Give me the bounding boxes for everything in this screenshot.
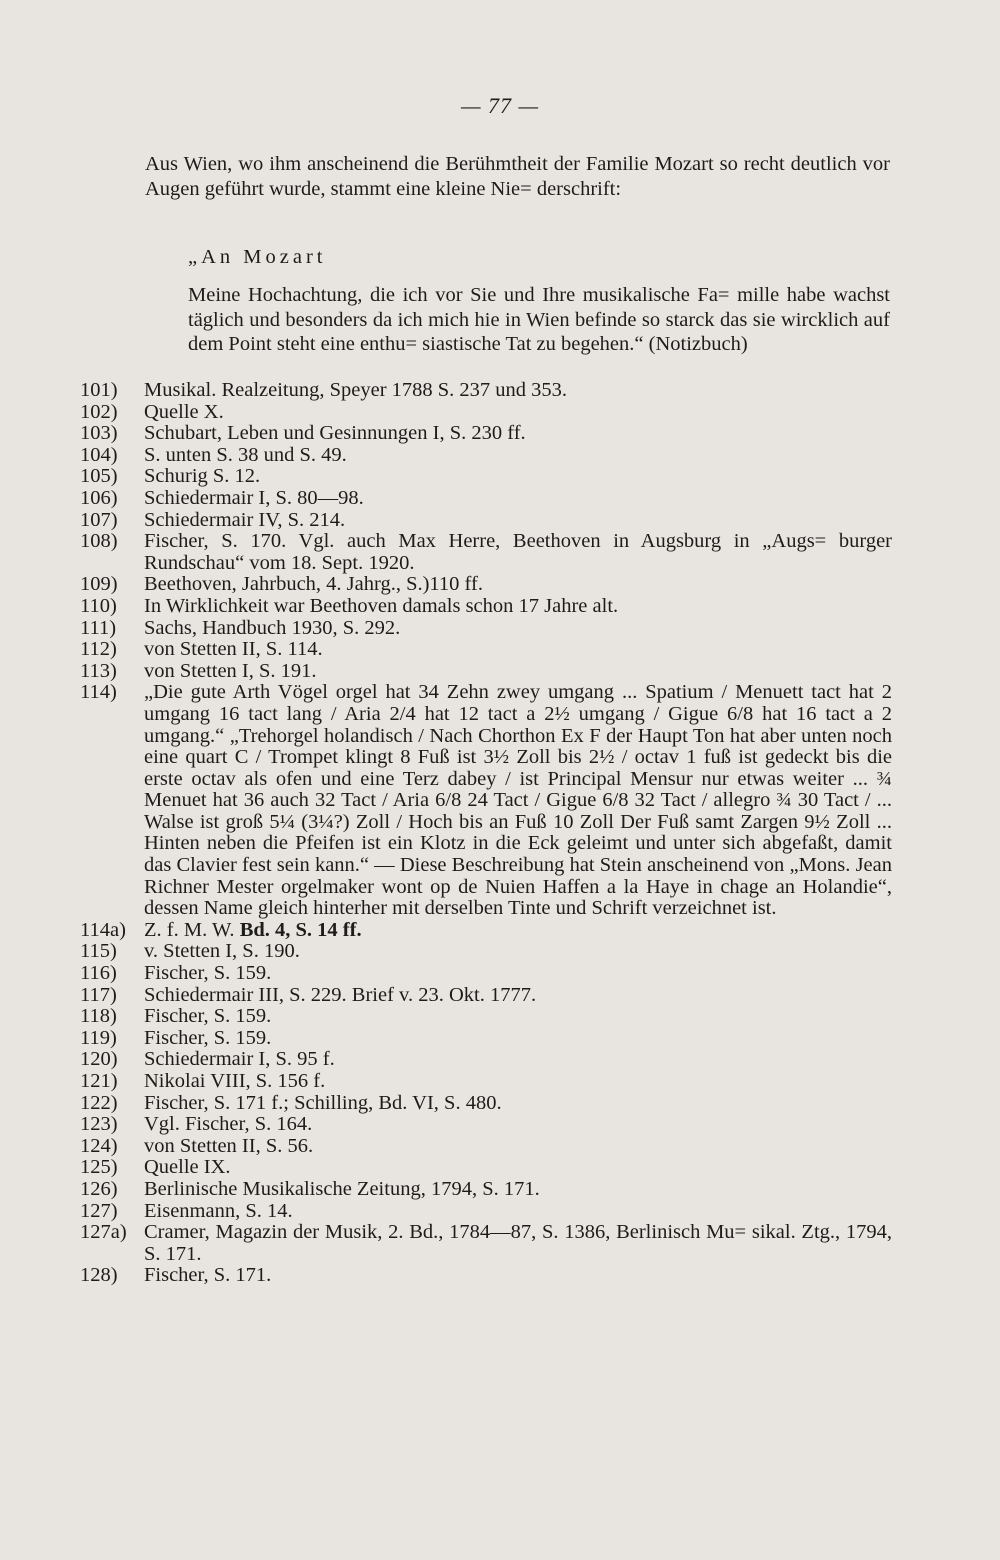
footnote bbox=[80, 466, 892, 488]
footnote-text bbox=[144, 510, 892, 532]
footnote-text bbox=[144, 402, 892, 424]
footnote-text-body: Berlinische Musikalische Zeitung, 1794, S. 171. bbox=[144, 1177, 540, 1200]
footnote bbox=[80, 618, 892, 640]
footnote-text bbox=[144, 1265, 892, 1287]
footnote-text-body: Schiedermair III, S. 229. Brief v. 23. Okt. 1777. bbox=[144, 983, 537, 1006]
footnote-text bbox=[144, 531, 892, 574]
footnote-text-body: Eisenmann, S. 14. bbox=[144, 1199, 293, 1222]
footnote-number: 127) bbox=[80, 1199, 118, 1222]
footnote bbox=[80, 1222, 892, 1265]
footnote-number: 128) bbox=[80, 1264, 118, 1287]
footnote-number: 113) bbox=[80, 659, 117, 682]
footnote-text-body: Schubart, Leben und Gesinnungen I, S. 230 ff. bbox=[144, 422, 526, 445]
footnote bbox=[80, 1265, 892, 1287]
footnote-text-body: Fischer, S. 159. bbox=[144, 1005, 272, 1028]
footnote bbox=[80, 682, 892, 920]
footnote-number: 117) bbox=[80, 983, 117, 1006]
footnote bbox=[80, 985, 892, 1007]
footnote-number: 118) bbox=[80, 1005, 117, 1028]
footnote-number: 111) bbox=[80, 616, 117, 639]
footnote-number: 114) bbox=[80, 681, 117, 704]
footnote bbox=[80, 445, 892, 467]
intro-paragraph: Aus Wien, wo ihm anscheinend die Berühmtheit der Familie Mozart so recht deutlich vor Augen geführt wurde, stammt eine kleine Nie= derschrift: bbox=[145, 153, 890, 200]
footnote-text-body: Vgl. Fischer, S. 164. bbox=[144, 1113, 313, 1136]
footnote bbox=[80, 1006, 892, 1028]
footnote-text-body: S. unten S. 38 und S. 49. bbox=[144, 443, 347, 466]
footnote-text-body: Schiedermair I, S. 95 f. bbox=[144, 1048, 335, 1071]
footnote-text-body: Fischer, S. 171. bbox=[144, 1264, 272, 1287]
footnote bbox=[80, 1114, 892, 1136]
footnote-text bbox=[144, 1201, 892, 1223]
footnote-text-body: Fischer, S. 171 f.; Schilling, Bd. VI, S. 480. bbox=[144, 1091, 502, 1114]
footnote-number: 119) bbox=[80, 1026, 117, 1049]
footnote-text bbox=[144, 380, 892, 402]
footnote-number: 123) bbox=[80, 1113, 118, 1136]
footnote-number: 114a) bbox=[80, 918, 126, 941]
footnote-text-body: Fischer, S. 159. bbox=[144, 962, 272, 985]
footnote-number: 101) bbox=[80, 379, 118, 401]
footnote bbox=[80, 531, 892, 574]
footnote-text bbox=[144, 1028, 892, 1050]
footnote-text bbox=[144, 682, 892, 920]
quote-title: „An Mozart bbox=[188, 246, 327, 268]
footnote-text bbox=[144, 423, 892, 445]
footnote-text bbox=[144, 1093, 892, 1115]
footnote-text-body: Fischer, S. 170. Vgl. auch Max Herre, Beethoven in Augsburg in „Augs= burger Rundschau“ vom 18. Sept. 1920. bbox=[144, 530, 892, 574]
footnote bbox=[80, 1157, 892, 1179]
footnote-text-body: Musikal. Realzeitung, Speyer 1788 S. 237 und 353. bbox=[144, 379, 568, 401]
footnote-number: 102) bbox=[80, 400, 118, 423]
footnote-number: 115) bbox=[80, 940, 117, 963]
footnote-number: 120) bbox=[80, 1048, 118, 1071]
footnote-text-body: Fischer, S. 159. bbox=[144, 1026, 272, 1049]
footnote bbox=[80, 1201, 892, 1223]
footnote bbox=[80, 423, 892, 445]
footnote-number: 112) bbox=[80, 638, 117, 661]
footnote-text-body: „Die gute Arth Vögel orgel hat 34 Zehn zwey umgang ... Spatium / Menuett tact hat 2 umgang 16 tact lang / Aria 2/4 hat 12 tact a 2½ umgang / Gigue 6/8 hat 16 tact a 2 umgang.“ „Trehorgel holandisch / Nach Chorthon Ex F der Haupt Ton hat aber unten noch eine quart C / Trompet klingt 8 Fuß ist 3½ Zoll bis 2½ / octav 1 fuß ist gedeckt bis die erste octav als ofen und eine Terz dabey / ist Principal Mensur nur etwas weiter ... ¾ Menuet hat 36 auch 32 Tact / Aria 6/8 24 Tact / Gigue 6/8 32 Tact / allegro ¾ 30 Tact / ... Walse ist groß 5¼ (3¼?) Zoll / Hoch bis an Fuß 10 Zoll Der Fuß samt Zargen 9½ Zoll ... Hinten neben die Pfeifen ist ein Klotz in die Eck geleimt und unter sich abgefaßt, damit das Clavier fest sein kann.“ — Diese Beschreibung hat Stein anscheinend von „Mons. Jean Richner Mester orgelmaker wont op de Nuien Haffen a la Haye in chage an Holandie“, dessen Name gleich hinterher mit derselben Tinte und Schrift verzeichnet ist. bbox=[144, 681, 892, 920]
footnote bbox=[80, 1136, 892, 1158]
footnote-text bbox=[144, 1136, 892, 1158]
footnote bbox=[80, 488, 892, 510]
footnote-text bbox=[144, 1006, 892, 1028]
footnote-text-body: v. Stetten I, S. 190. bbox=[144, 940, 300, 963]
footnote-text-body: Cramer, Magazin der Musik, 2. Bd., 1784—87, S. 1386, Berlinisch Mu= sikal. Ztg., 1794, S. 171. bbox=[144, 1221, 892, 1265]
footnotes-list bbox=[80, 380, 892, 1287]
footnote bbox=[80, 1049, 892, 1071]
footnote-text bbox=[144, 920, 892, 942]
footnote-text bbox=[144, 596, 892, 618]
footnote-text-body: von Stetten II, S. 114. bbox=[144, 638, 323, 661]
footnote-text-body: Nikolai VIII, S. 156 f. bbox=[144, 1070, 326, 1092]
footnote-text-body: Beethoven, Jahrbuch, 4. Jahrg., S.)110 ff. bbox=[144, 573, 483, 596]
footnote-text bbox=[144, 1222, 892, 1265]
footnote-text bbox=[144, 574, 892, 596]
footnote bbox=[80, 661, 892, 683]
footnote bbox=[80, 963, 892, 985]
footnote-text-body: In Wirklichkeit war Beethoven damals schon 17 Jahre alt. bbox=[144, 594, 619, 617]
footnote-text bbox=[144, 985, 892, 1007]
footnote bbox=[80, 941, 892, 963]
footnote bbox=[80, 1093, 892, 1115]
footnote bbox=[80, 1179, 892, 1201]
footnote-text-body: Quelle X. bbox=[144, 400, 224, 423]
footnote-number: 108) bbox=[80, 530, 118, 553]
footnote bbox=[80, 639, 892, 661]
footnote-number: 121) bbox=[80, 1070, 118, 1092]
quote-body: Meine Hochachtung, die ich vor Sie und Ihre musikalische Fa= mille habe wachst täglich und besonders da ich mich hie in Wien befinde so starck das sie wircklich auf dem Point steht eine enthu= siastische Tat zu begehen.“ (Notizbuch) bbox=[188, 284, 890, 355]
footnote-text bbox=[144, 488, 892, 510]
footnote-text-body: Z. f. M. W. bbox=[144, 918, 235, 941]
footnote-number: 124) bbox=[80, 1134, 118, 1157]
footnote-number: 126) bbox=[80, 1177, 118, 1200]
footnote-text-body: Sachs, Handbuch 1930, S. 292. bbox=[144, 616, 401, 639]
footnote-number: 103) bbox=[80, 422, 118, 445]
footnote-number: 110) bbox=[80, 594, 117, 617]
footnote-text-body: von Stetten II, S. 56. bbox=[144, 1134, 314, 1157]
footnote-text bbox=[144, 1049, 892, 1071]
footnote-text-body: Schurig S. 12. bbox=[144, 465, 261, 488]
footnote-text bbox=[144, 1071, 892, 1093]
footnote-text bbox=[144, 1114, 892, 1136]
footnote-number: 122) bbox=[80, 1091, 118, 1114]
footnote-text bbox=[144, 1157, 892, 1179]
footnote bbox=[80, 380, 892, 402]
page-number: — 77 — bbox=[460, 93, 540, 118]
footnote-text bbox=[144, 466, 892, 488]
footnote-number: 125) bbox=[80, 1156, 118, 1179]
footnote-text bbox=[144, 661, 892, 683]
footnote-bold-reference: Bd. 4, S. 14 ff. bbox=[239, 918, 362, 941]
footnote-text bbox=[144, 1179, 892, 1201]
footnote-text bbox=[144, 941, 892, 963]
footnote bbox=[80, 402, 892, 424]
footnote bbox=[80, 1028, 892, 1050]
footnote-text-body: Quelle IX. bbox=[144, 1156, 231, 1179]
footnote-text bbox=[144, 963, 892, 985]
footnote-number: 106) bbox=[80, 486, 118, 509]
footnote bbox=[80, 574, 892, 596]
footnote-text-body: von Stetten I, S. 191. bbox=[144, 659, 317, 682]
footnote-text bbox=[144, 445, 892, 467]
footnote-text bbox=[144, 639, 892, 661]
footnote-number: 107) bbox=[80, 508, 118, 531]
footnote-number: 127a) bbox=[80, 1221, 127, 1244]
footnote-number: 116) bbox=[80, 962, 117, 985]
footnote-number: 105) bbox=[80, 465, 118, 488]
footnote bbox=[80, 596, 892, 618]
footnote bbox=[80, 1071, 892, 1093]
footnote bbox=[80, 920, 892, 942]
footnote bbox=[80, 510, 892, 532]
footnote-text-body: Schiedermair I, S. 80—98. bbox=[144, 486, 364, 509]
footnote-number: 104) bbox=[80, 443, 118, 466]
footnote-text-body: Schiedermair IV, S. 214. bbox=[144, 508, 346, 531]
footnote-number: 109) bbox=[80, 573, 118, 596]
footnote-text bbox=[144, 618, 892, 640]
